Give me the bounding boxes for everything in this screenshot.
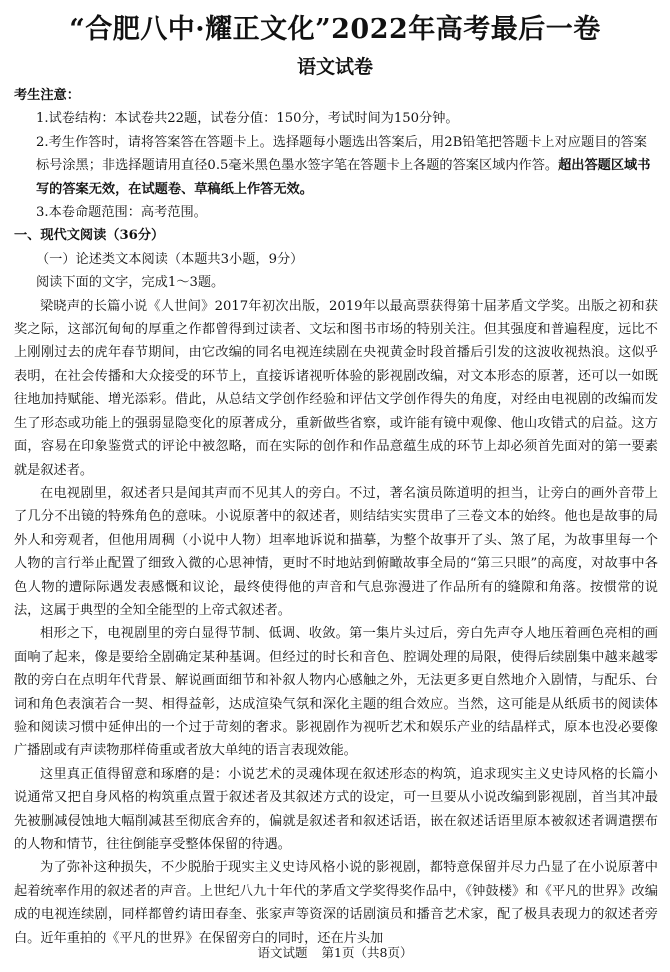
page-footer xyxy=(0,944,670,962)
notice-item-3: 3.本卷命题范围：高考范围。 xyxy=(36,205,207,221)
footer-page-number: 第1页（共8页） xyxy=(321,945,413,960)
notice-item-1: 1.试卷结构：本试卷共22题，试卷分值：150分，考试时间为150分钟。 xyxy=(36,111,459,127)
reading-instruction: 阅读下面的文字，完成1～3题。 xyxy=(36,275,225,291)
section-heading: 一、现代文阅读（36分） xyxy=(14,228,165,244)
notice-heading: 考生注意： xyxy=(14,88,80,103)
exam-body xyxy=(14,84,658,950)
exam-subtitle: 语文试卷 xyxy=(296,56,373,78)
notice-item-2-text: 2.考生作答时，请将答案答在答题卡上。选择题每小题选出答案后，用2B铅笔把答题卡上对应题目的答案标号涂黑；非选择题请用直径0.5毫米黑色墨水签字笔在答题卡上各题的答案区域内作答。 xyxy=(36,134,647,174)
subsection-heading: （一）论述类文本阅读（本题共3小题，9分） xyxy=(36,251,304,267)
notice-emphasis: 超出答题区域书写的答案无效，在试题卷、草稿纸上作答无效。 xyxy=(36,158,651,197)
passage-paragraph-3: 相形之下，电视剧里的旁白显得节制、低调、收敛。第一集片头过后，旁白先声夺人地压着画色亮相的画面响了起来，像是要给全剧确定某种基调。但经过的时长和音色、腔调处理的局限，使得后续剧集中越来越零散的旁白在点明年代背景、解说画面细节和补叙人物内心感触之外，无法更多更自然地介入剧情，与配乐、台词和角色表演若合一契、相得益彰，达成渲染气氛和深化主题的组合效应。当然，这可能是从纸质书的阅读体验和阅读习惯中延伸出的一个过于苛刻的奢求。影视剧作为视听艺术和娱乐产业的结晶样式，原本也没必要像广播剧或有声读物那样倚重或者放大单纯的语言表现效能。 xyxy=(14,626,658,759)
notice-item-2 xyxy=(14,131,658,201)
exam-title: “合肥八中·耀正文化”2022年高考最后一卷 xyxy=(69,14,601,45)
passage-paragraph-4: 这里真正值得留意和琢磨的是：小说艺术的灵魂体现在叙述形态的构筑，追求现实主义史诗风格的长篇小说通常又把自身风格的构筑重点置于叙述者及其叙述方式的设定，可一旦要从小说改编到影视剧，首当其冲最先被删减侵蚀地大幅削减甚至彻底舍弃的，偏就是叙述者和叙述话语，嵌在叙述话语里原本被叙述者调遣摆布的人物和情节，往往倒能享受整体保留的待遇。 xyxy=(14,766,658,852)
passage-paragraph-5: 为了弥补这种损失，不少脱胎于现实主义史诗风格小说的影视剧，都特意保留并尽力凸显了在小说原著中起着统率作用的叙述者的声音。上世纪八九十年代的茅盾文学奖得奖作品中，《钟鼓楼》和《平凡的世界》改编成的电视连续剧，同样都曾约请田春奎、张家声等资深的话剧演员和播音艺术家，配了极具表现力的叙述者旁白。近年重拍的《平凡的世界》在保留旁白的同时，还在片头加 xyxy=(14,860,658,946)
footer-subject: 语文试题 xyxy=(257,945,308,960)
passage-paragraph-2: 在电视剧里，叙述者只是闻其声而不见其人的旁白。不过，著名演员陈道明的担当，让旁白的画外音带上了几分不出镜的特殊角色的意味。小说原著中的叙述者，则结结实实贯串了三卷文本的始终。他也是故事的局外人和旁观者，但他用周稠（小说中人物）坦率地诉说和描摹，为整个故事开了头、煞了尾，为故事里每一个人物的言行举止配置了细致入微的心思神情，更时不时地站到俯瞰故事全局的“第三只眼”的高度，对故事中各色人物的遭际际遇发表感慨和议论，最终使得他的声音和气息弥漫进了作品所有的缝隙和角落。按惯常的说法，这属于典型的全知全能型的上帝式叙述者。 xyxy=(14,485,658,618)
passage-paragraph-1: 梁晓声的长篇小说《人世间》2017年初次出版，2019年以最高票获得第十届茅盾文学奖。出版之初和获奖之际，这部沉甸甸的厚重之作都曾得到过读者、文坛和图书市场的特别关注。但其强度和普遍程度，远比不上刚刚过去的虎年春节期间，由它改编的同名电视连续剧在央视黄金时段首播后引发的这波收视热浪。这似乎表明，在社会传播和大众接受的环节上，直接诉诸视听体验的影视剧改编，对文本形态的原著，还可以一如既往地加持赋能、增光添彩。借此，从总结文学创作经验和评估文学创作得失的角度，对经由电视剧的改编而发生了形态或功能上的强弱显隐变化的原著成分，重新做些省察，或许能有镜中观像、他山攻错式的启益。这方面，容易在印象鉴赏式的评论中被忽略，而在实际的创作和作品意蕴生成的环节上却必须首先面对的第一要素就是叙述者。 xyxy=(14,298,658,478)
